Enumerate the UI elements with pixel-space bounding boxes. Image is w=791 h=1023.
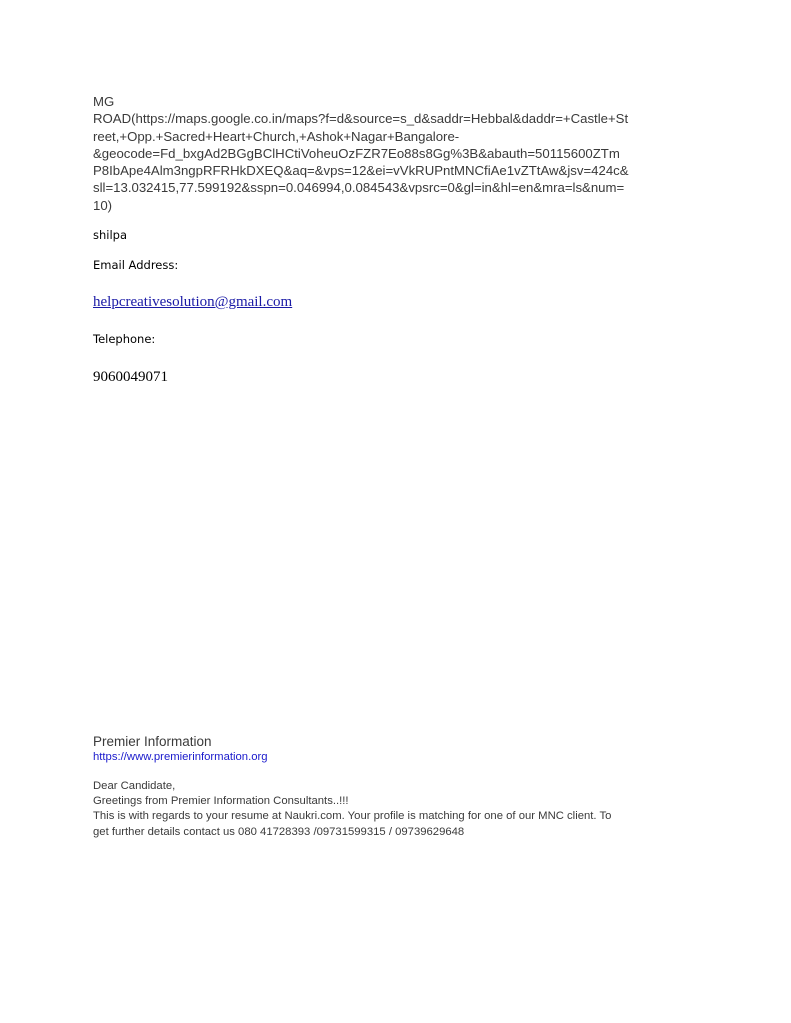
message-line: Dear Candidate,	[93, 780, 176, 792]
address-line: ROAD(https://maps.google.co.in/maps?f=d&source=s_d&saddr=Hebbal&daddr=+Castle+St	[93, 111, 629, 127]
company-name: Premier Information	[93, 734, 212, 749]
message-line: get further details contact us 080 41728393 /09731599315 / 09739629648	[93, 825, 465, 838]
telephone-label: Telephone:	[93, 332, 156, 346]
address-line: reet,+Opp.+Sacred+Heart+Church,+Ashok+Nagar+Bangalore-	[93, 128, 460, 144]
email-label: Email Address:	[93, 258, 179, 272]
address-block	[93, 93, 703, 214]
address-line: sll=13.032415,77.599192&sspn=0.046994,0.084543&vpsrc=0&gl=in&hl=en&mra=ls&num=	[93, 180, 625, 196]
address-line: MG	[93, 94, 115, 109]
address-line: P8IbApe4Alm3ngpRFRHkDXEQ&aq=&vps=12&ei=vVkRUPntMNCfiAe1vZTtAw&jsv=424c&	[93, 163, 629, 179]
message-body	[93, 779, 703, 840]
address-line: 10)	[93, 197, 113, 213]
email-link[interactable]: helpcreativesolution@gmail.com	[93, 294, 293, 310]
message-line: This is with regards to your resume at Naukri.com. Your profile is matching for one of our MNC client. To	[93, 810, 612, 823]
address-line: &geocode=Fd_bxgAd2BGgBClHCtiVoheuOzFZR7Eo88s8Gg%3B&abauth=50115600ZTm	[93, 145, 620, 161]
telephone-number: 9060049071	[93, 369, 168, 385]
contact-name: shilpa	[93, 228, 128, 242]
message-line: Greetings from Premier Information Consultants..!!!	[93, 795, 349, 808]
company-url-link[interactable]: https://www.premierinformation.org	[93, 751, 268, 763]
